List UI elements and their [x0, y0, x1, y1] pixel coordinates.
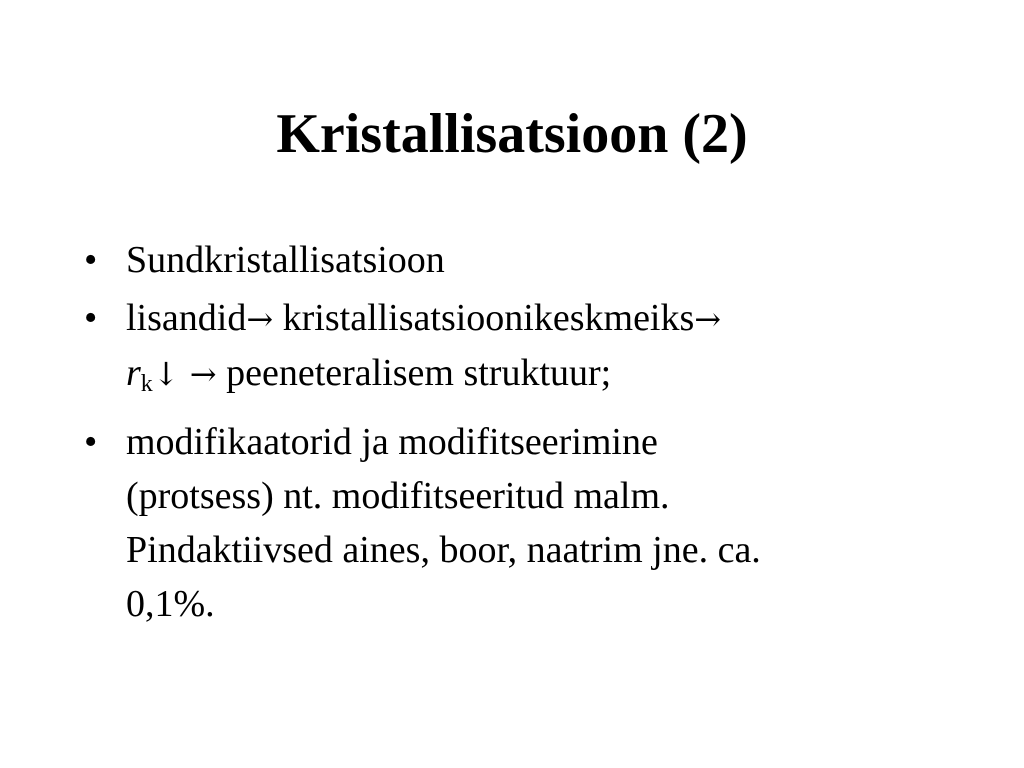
slide-title: Kristallisatsioon (2)	[276, 103, 748, 165]
bullet-line: (protsess) nt. modifitseeritud malm.	[126, 475, 670, 517]
bullet-text-part: lisandid	[126, 297, 247, 339]
bullet-text-part: peeneteralisem struktuur;	[216, 352, 612, 394]
bullet-item	[84, 415, 964, 631]
bullet-item	[84, 233, 964, 287]
down-arrow-icon: ↓	[152, 355, 180, 393]
right-arrow-icon: →	[246, 300, 274, 338]
bullet-line: Pindaktiivsed aines, boor, naatrim jne. ca.	[126, 529, 761, 571]
right-arrow-icon: →	[179, 355, 217, 393]
bullet-text: Sundkristallisatsioon	[126, 239, 445, 281]
bullet-list	[84, 233, 964, 635]
variable-subscript: k	[140, 371, 153, 397]
variable-r: r	[126, 352, 141, 394]
bullet-line: 0,1%.	[126, 583, 215, 625]
right-arrow-icon: →	[694, 300, 722, 338]
bullet-text-part: kristallisatsioonikeskmeiks	[273, 297, 695, 339]
bullet-marker: •	[84, 239, 98, 281]
bullet-line: modifikaatorid ja modifitseerimine	[126, 421, 658, 463]
bullet-marker: •	[84, 297, 98, 339]
bullet-item	[84, 291, 964, 411]
bullet-marker: •	[84, 421, 98, 463]
